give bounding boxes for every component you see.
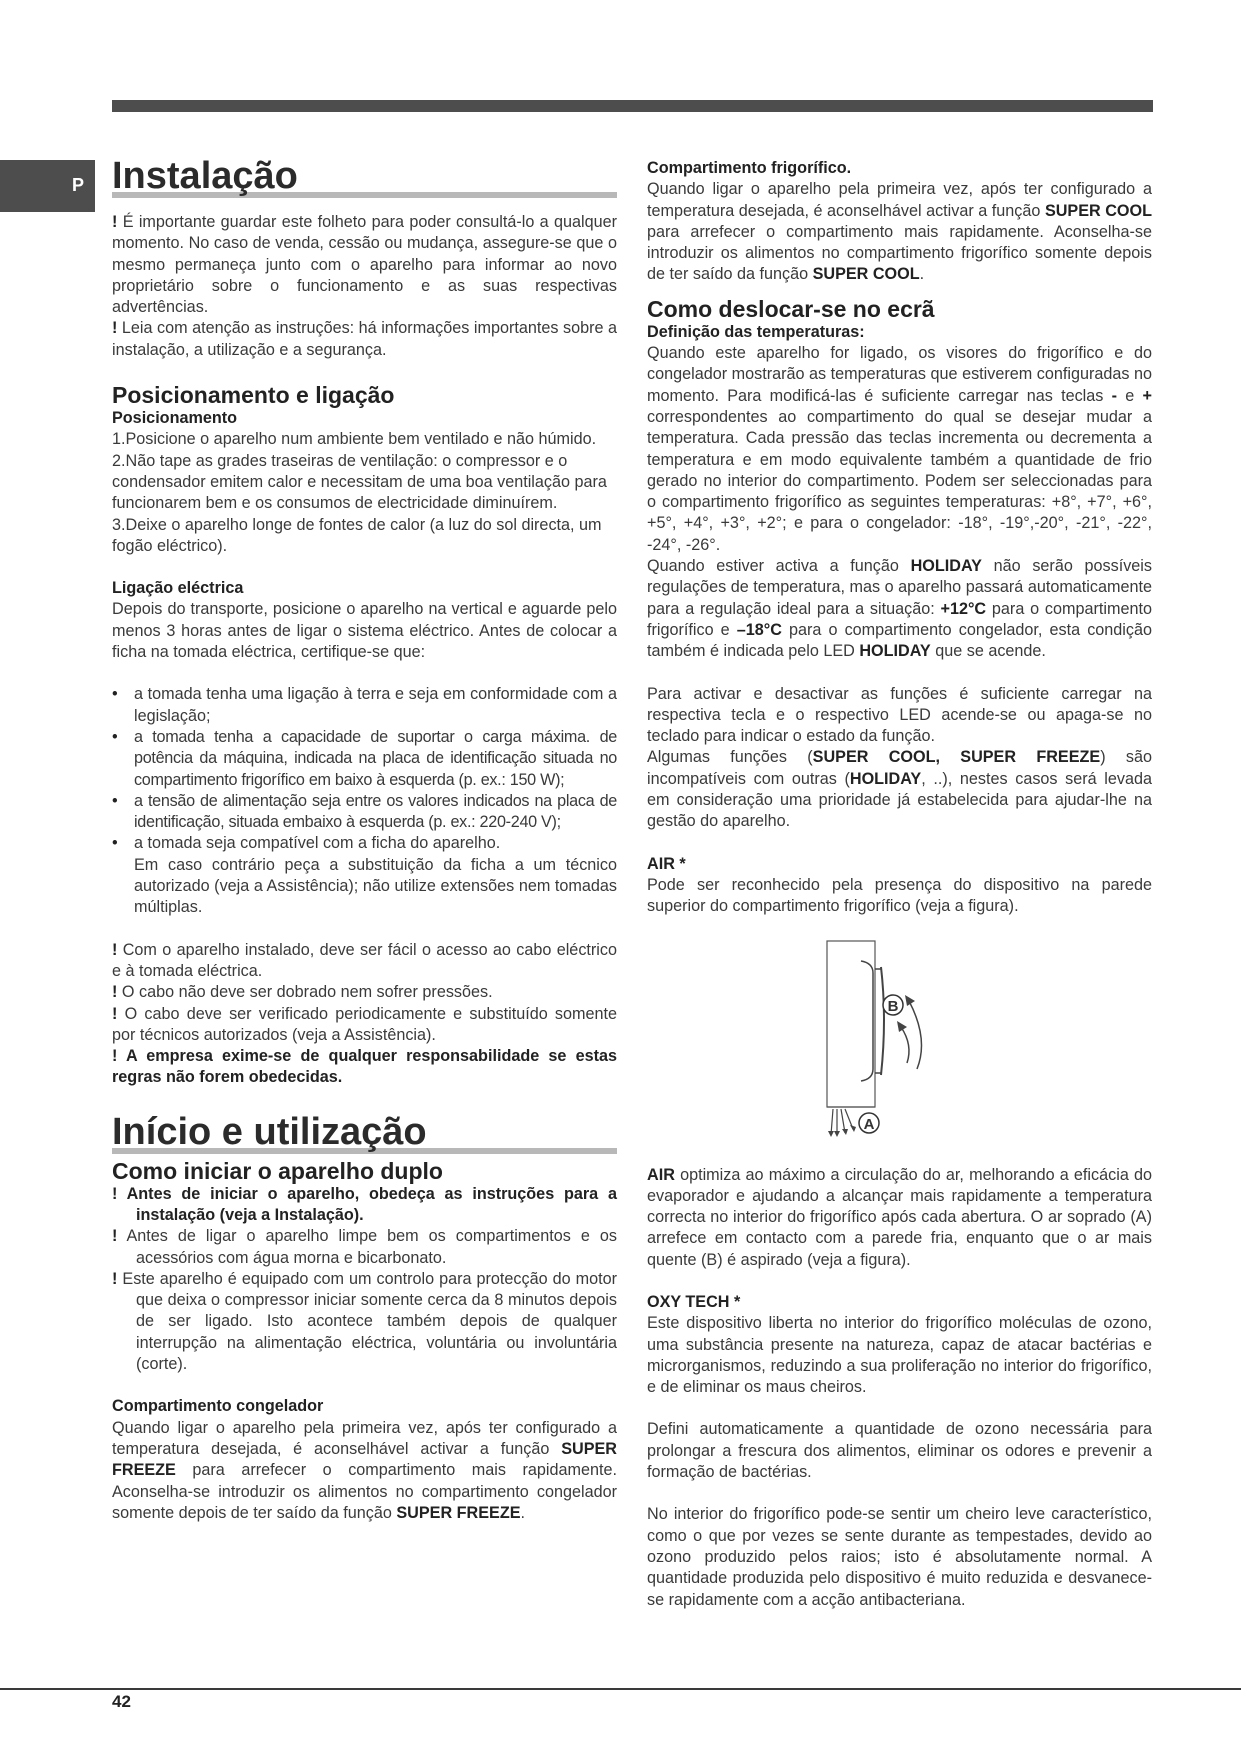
display-paragraph-1: Quando este aparelho for ligado, os visores do frigorífico e do congelador mostrarão as temperaturas que estiverem configuradas no momento. Para modificá-las é suficiente carregar nas teclas - e + correspondentes ao compartimento do qual se desejar mudar a temperatura. Cada pressão das teclas incrementa ou decrementa a temperatura e em modo equivalente também a quantidade de frio gerado no interior do compartimento. Podem ser seleccionadas para o compartimento frigorífico as seguintes temperaturas: +8°, +7°, +6°, +5°, +4°, +3°, +2°; e para o congelador: -18°, -19°,-20°, -21°, -22°, -24°, -26°. — [647, 344, 1152, 554]
bottom-rule — [0, 1688, 1241, 1690]
display-paragraph-2: Quando estiver activa a função HOLIDAY não serão possíveis regulações de temperatura, mas o aparelho passará automaticamente para a regulação ideal para a situação: +12°C para o compartimento frigorífico e –18°C para o compartimento congelador, esta condição também é indicada pelo LED HOLIDAY que se acende. — [647, 557, 1152, 661]
installation-warning-2: ! Leia com atenção as instruções: há informações importantes sobre a instalação, a utilização e a segurança. — [112, 319, 617, 359]
oxy-paragraph-3: No interior do frigorífico pode-se sentir um cheiro leve característico, como o que por vezes se sente durante as tempestades, devido ao ozono produzido pelos raios; isto é absolutamente normal. A quantidade produzida pelo dispositivo é muito reduzida e desvanece-se rapidamente com a acção antibacteriana. — [647, 1505, 1152, 1609]
positioning-title: Posicionamento e ligação — [112, 382, 395, 409]
display-subtitle: Definição das temperaturas: — [647, 322, 865, 341]
electrical-intro: Depois do transporte, posicione o aparelho na vertical e aguarde pelo menos 3 horas antes de ligar o sistema eléctrico. Antes de colocar a ficha na tomada eléctrica, certifique-se que: — [112, 600, 617, 662]
electrical-disclaimer: ! A empresa exime-se de qualquer responsabilidade se estas regras não forem obedecidas. — [112, 1047, 617, 1087]
left-column — [112, 154, 617, 1524]
list-item: • a tensão de alimentação seja entre os valores indicados na placa de identificação, situada embaixo à esquerda (p. ex.: 220-240 V); — [134, 791, 617, 834]
electrical-note-1: ! Com o aparelho instalado, deve ser fácil o acesso ao cabo eléctrico e à tomada eléctrica. — [112, 940, 617, 980]
page-number: 42 — [112, 1692, 131, 1711]
display-paragraph-4: Algumas funções (SUPER COOL, SUPER FREEZE) são incompatíveis com outras (HOLIDAY, ..), nestes casos será levada em consideração uma prioridade já estabelecida para ajudar-lhe na gestão do aparelho. — [647, 748, 1153, 831]
freezer-text: Quando ligar o aparelho pela primeira vez, após ter configurado a temperatura desejada, é aconselhável activar a função SUPER FREEZE para arrefecer o compartimento mais rapidamente. Aconselha-se introduzir os alimentos no compartimento congelador somente depois de ter saído da função SUPER FREEZE. — [112, 1418, 617, 1522]
air-text: Pode ser reconhecido pela presença do dispositivo na parede superior do compartimento frigorífico (veja a figura). — [647, 875, 1152, 916]
start-title: Início e utilização — [112, 1110, 617, 1158]
list-item: • a tomada tenha a capacidade de suportar o carga máxima. de potência da máquina, indicada na placa de identificação situada no compartimento frigorífico em baixo à esquerda (p. ex.: 150 W); — [134, 727, 617, 791]
figure-label-b: B — [887, 997, 899, 1015]
installation-title: Instalação — [112, 154, 617, 202]
positioning-subtitle: Posicionamento — [112, 409, 238, 428]
fridge-text: Quando ligar o aparelho pela primeira vez, após ter configurado a temperatura desejada, é aconselhável activar a função SUPER COOL para arrefecer o compartimento mais rapidamente. Aconselha-se introduzir os alimentos no compartimento frigorífico somente depois de ter saído da função SUPER COOL. — [647, 180, 1152, 284]
freezer-title: Compartimento congelador — [112, 1397, 324, 1416]
language-tab — [0, 160, 95, 212]
start-warning-3: ! Este aparelho é equipado com um controlo para protecção do motor que deixa o compressor iniciar somente cerca da 8 minutos depois de ser ligado. Isto acontece também depois de qualquer interrupção na alimentação eléctrica, voluntária ou involuntária (corte). — [112, 1269, 618, 1374]
electrical-subtitle: Ligação eléctrica — [112, 579, 244, 598]
start-subtitle: Como iniciar o aparelho duplo — [112, 1157, 443, 1184]
start-warning-1: ! Antes de iniciar o aparelho, obedeça as instruções para a instalação (veja a Instalação). — [112, 1184, 617, 1224]
air-title: AIR * — [647, 854, 686, 873]
air-diagram — [817, 939, 977, 1139]
positioning-item-1: 1.Posicione o aparelho num ambiente bem ventilado e não húmido. — [112, 430, 597, 449]
electrical-checklist — [112, 684, 617, 854]
display-paragraph-3: Para activar e desactivar as funções é suficiente carregar na respectiva tecla e o respectivo LED acende-se ou apaga-se no teclado para indicar o estado da função. — [647, 684, 1152, 746]
air-description: AIR optimiza ao máximo a circulação do ar, melhorando a eficácia do evaporador e ajudando a alcançar mais rapidamente a temperatura correcta no interior do frigorífico após cada abertura. O ar soprado (A) arrefece em contacto com a parede fria, enquanto que o ar mais quente (B) é aspirado (veja a figura). — [647, 1165, 1152, 1269]
figure-label-a: A — [863, 1115, 875, 1133]
display-title: Como deslocar-se no ecrã — [647, 295, 935, 322]
right-column — [647, 158, 1152, 1611]
electrical-note-2: ! O cabo não deve ser dobrado nem sofrer pressões. — [112, 983, 493, 1002]
list-item: • a tomada tenha uma ligação à terra e seja em conformidade com a legislação; — [134, 684, 617, 727]
start-warning-2: ! Antes de ligar o aparelho limpe bem os compartimentos e os acessórios com água morna e bicarbonato. — [112, 1227, 617, 1267]
electrical-note-3: ! O cabo deve ser verificado periodicamente e substituído somente por técnicos autorizados (veja a Assistência). — [112, 1004, 618, 1044]
air-figure — [647, 939, 1152, 1144]
top-rule — [112, 100, 1153, 112]
positioning-item-2: 2.Não tape as grades traseiras de ventilação: o compressor e o condensador emitem calor e necessitam de uma boa ventilação para funcionarem bem e os consumos de electricidade diminuírem. — [112, 451, 607, 513]
positioning-item-3: 3.Deixe o aparelho longe de fontes de calor (a luz do sol directa, um fogão eléctrico). — [112, 515, 602, 555]
language-tab-label: P — [72, 175, 85, 195]
oxy-title: OXY TECH * — [647, 1292, 741, 1311]
oxy-paragraph-2: Defini automaticamente a quantidade de ozono necessária para prolongar a frescura dos alimentos, eliminar os odores e prevenir a formação de bactérias. — [647, 1420, 1152, 1482]
list-item: • a tomada seja compatível com a ficha do aparelho. — [134, 833, 617, 854]
oxy-paragraph-1: Este dispositivo liberta no interior do frigorífico moléculas de ozono, uma substância presente na natureza, capaz de atacar bactérias e microrganismos, reduzindo a sua proliferação no interior do frigorífico, e de eliminar os maus cheiros. — [647, 1314, 1152, 1397]
fridge-title: Compartimento frigorífico. — [647, 159, 852, 177]
installation-warning-1: ! É importante guardar este folheto para poder consultá-lo a qualquer momento. No caso de venda, cessão ou mudança, assegure-se que o mesmo permaneça junto com o aparelho para informar ao novo proprietário sobre o funcionamento e as suas respectivas advertências. — [112, 213, 617, 317]
electrical-bullet-continuation: Em caso contrário peça a substituição da ficha a um técnico autorizado (veja a Assistência); não utilize extensões nem tomadas múltiplas. — [134, 855, 617, 917]
